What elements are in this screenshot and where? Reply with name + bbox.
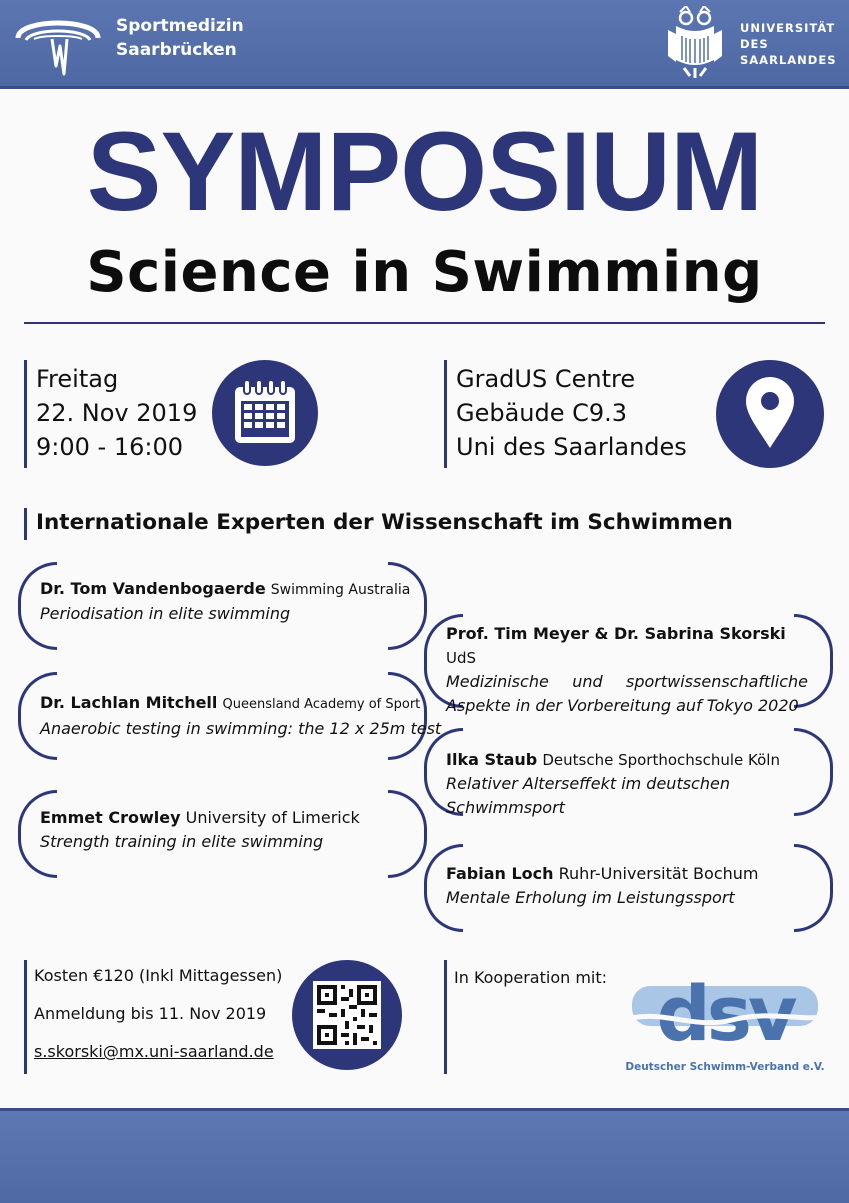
talk-bracket-right	[794, 844, 833, 932]
speaker-affiliation: University of Limerick	[185, 808, 360, 827]
talk-item	[40, 577, 410, 626]
registration-deadline: Anmeldung bis 11. Nov 2019	[34, 1004, 267, 1023]
dsv-logo-icon[interactable]	[622, 982, 828, 1074]
talk-title: Anaerobic testing in swimming: the 12 x 25m test	[40, 719, 442, 738]
cooperation-bar	[444, 960, 447, 1074]
speaker-affiliation: Queensland Academy of Sport	[222, 697, 421, 712]
org-name	[116, 14, 244, 62]
talk-item	[446, 748, 849, 820]
university-seal-icon	[664, 6, 726, 78]
section-heading-bar	[24, 508, 27, 540]
venue-block	[456, 362, 687, 464]
date-block	[36, 362, 197, 464]
svg-text:Deutscher Schwimm-Verband e.V.: Deutscher Schwimm-Verband e.V.	[625, 1061, 825, 1073]
registration-bar	[24, 960, 27, 1074]
speaker-affiliation: Ruhr-Universität Bochum	[558, 864, 759, 883]
talk-item	[40, 806, 360, 854]
speaker-affiliation: UdS	[446, 649, 477, 667]
venue-building: Gebäude C9.3	[456, 399, 628, 427]
university-name-line3: SAARLANDES	[740, 53, 837, 67]
location-badge	[716, 360, 824, 468]
location-pin-icon	[744, 376, 796, 450]
talk-title-line2: Aspekte in der Vorbereitung auf Tokyo 2020	[446, 696, 799, 715]
speaker-name: Fabian Loch	[446, 864, 554, 883]
event-time: 9:00 - 16:00	[36, 433, 183, 461]
qr-code-icon[interactable]	[313, 981, 381, 1049]
svg-text:dsv: dsv	[656, 982, 794, 1058]
event-date: 22. Nov 2019	[36, 399, 198, 427]
contact-email-link[interactable]: s.skorski@mx.uni-saarland.de	[34, 1042, 274, 1061]
page-subtitle: Science in Swimming	[86, 240, 763, 305]
speaker-name: Dr. Tom Vandenbogaerde	[40, 579, 266, 598]
university-name-line2: DES	[740, 37, 769, 51]
calendar-badge	[212, 360, 318, 466]
cooperation-label: In Kooperation mit:	[454, 968, 608, 987]
speaker-name: Dr. Lachlan Mitchell	[40, 693, 218, 712]
calendar-icon	[232, 379, 298, 447]
venue-name: GradUS Centre	[456, 365, 636, 393]
event-day: Freitag	[36, 365, 119, 393]
talk-title: Strength training in elite swimming	[40, 832, 324, 851]
talk-item	[40, 691, 441, 741]
header-bar	[0, 0, 849, 89]
speaker-affiliation: Swimming Australia	[270, 582, 411, 598]
speaker-name: Emmet Crowley	[40, 808, 181, 827]
org-name-line1: Sportmedizin	[116, 16, 244, 36]
talk-item	[446, 622, 808, 718]
registration-cost: Kosten €120 (Inkl Mittagessen)	[34, 966, 283, 985]
sportmedizin-logo-icon	[12, 6, 104, 78]
talk-title: Periodisation in elite swimming	[40, 604, 291, 623]
org-name-line2: Saarbrücken	[116, 40, 237, 60]
university-name-line1: UNIVERSITÄT	[740, 21, 836, 35]
venue-university: Uni des Saarlandes	[456, 433, 687, 461]
talk-title-line1: Medizinische und sportwissenschaftliche	[446, 672, 808, 691]
talk-item	[446, 862, 758, 910]
university-name	[740, 20, 836, 68]
speaker-name: Ilka Staub	[446, 750, 538, 769]
talk-title: Relativer Alterseffekt im deutschen Schwimmsport	[446, 774, 730, 817]
venue-block-bar	[444, 360, 447, 468]
title-divider	[24, 322, 825, 324]
page-title: SYMPOSIUM	[86, 109, 763, 234]
section-heading: Internationale Experten der Wissenschaft im Schwimmen	[36, 510, 733, 535]
date-block-bar	[24, 360, 27, 468]
speaker-name: Prof. Tim Meyer & Dr. Sabrina Skorski	[446, 624, 786, 643]
footer-bar	[0, 1108, 849, 1203]
qr-badge	[292, 960, 402, 1070]
speaker-affiliation: Deutsche Sporthochschule Köln	[542, 751, 780, 769]
talk-bracket-right	[388, 790, 427, 878]
talk-title: Mentale Erholung im Leistungssport	[446, 888, 735, 907]
